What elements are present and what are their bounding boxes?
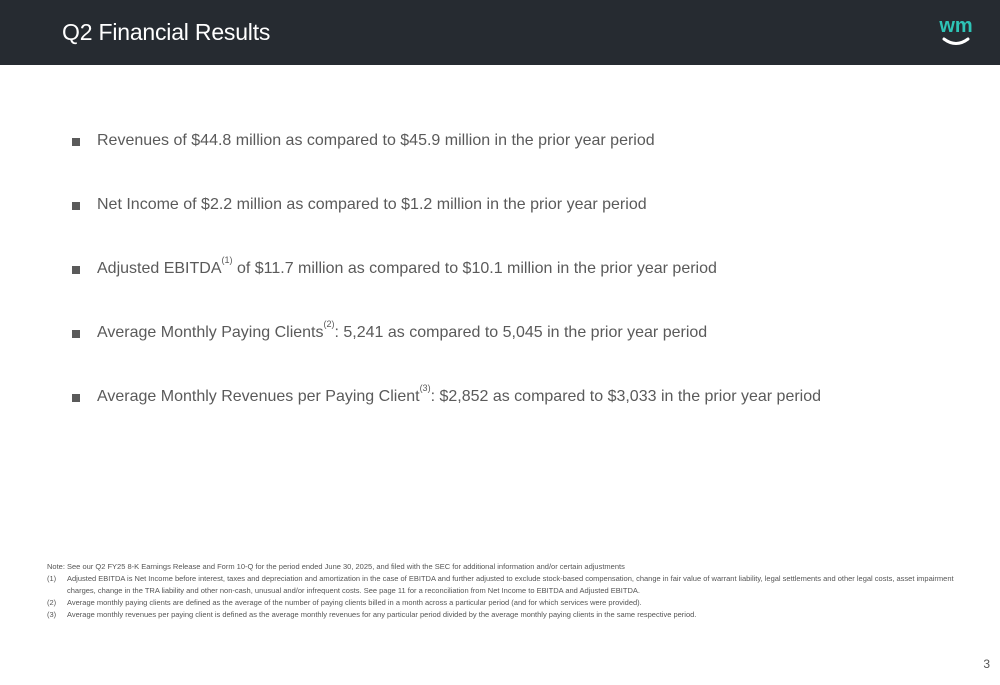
bullet-text: Average Monthly Revenues per Paying Client$^{(3)}$: $2,852 as compared to $3,033 in the prior year period <box>97 382 822 405</box>
bullet-paying-clients <box>72 318 972 387</box>
footnote-note: Note: See our Q2 FY25 8-K Earnings Release and Form 10-Q for the period ended June 30, 2025, and filed with the SEC for additional information and/or certain adjustments <box>47 562 625 571</box>
header-bar <box>0 0 1000 65</box>
bullet-net-income <box>72 195 972 259</box>
bullet-revenues <box>72 131 972 195</box>
footnote-item <box>47 609 967 621</box>
footnote-ref: (1) <box>221 254 233 265</box>
footnote-item <box>47 573 967 597</box>
bullet-text: Average Monthly Paying Clients$^{(2)}$: 5,241 as compared to 5,045 in the prior year period <box>97 318 708 341</box>
page-title: Q2 Financial Results <box>62 19 271 45</box>
footnote-number: (2) <box>47 598 57 607</box>
wm-logo <box>934 14 978 50</box>
bullet-revenue-per-client <box>72 382 972 451</box>
bullet-square-icon <box>72 330 80 338</box>
footnote-text: Average monthly paying clients are defined as the average of the number of paying clients billed in a month across a particular period (and for which services were provided). <box>67 598 642 607</box>
page-number: 3 <box>983 657 990 671</box>
bullet-square-icon <box>72 394 80 402</box>
bullet-text: Adjusted EBITDA$^{(1)}$ of $11.7 million as compared to $10.1 million in the prior year period <box>97 254 717 277</box>
footnote-number: (3) <box>47 610 57 619</box>
bullet-adjusted-ebitda <box>72 254 972 323</box>
footnote-text: Average monthly revenues per paying client is defined as the average monthly revenues for any particular period divided by the average monthly paying clients in the same respective period. <box>67 610 697 619</box>
bullet-text: Net Income of $2.2 million as compared to $1.2 million in the prior year period <box>97 196 647 213</box>
results-bullet-list <box>72 131 972 451</box>
smile-icon <box>944 39 968 44</box>
footnote-text: Adjusted EBITDA is Net Income before interest, taxes and depreciation and amortization in the case of EBITDA and further adjusted to exclude stock-based compensation, change in fair value of warrant liability, legal settlements and other legal costs, asset impairment charges, change in the TRA liability and other non-cash, unusual and/or infrequent costs. See page 11 for a reconciliation from Net Income to EBITDA and Adjusted EBITDA. <box>67 574 954 595</box>
footnote-ref: (2) <box>323 318 335 329</box>
bullet-square-icon <box>72 266 80 274</box>
bullet-square-icon <box>72 202 80 210</box>
footnote-item <box>47 597 967 609</box>
bullet-text: Revenues of $44.8 million as compared to $45.9 million in the prior year period <box>97 132 655 149</box>
footnote-number: (1) <box>47 574 57 583</box>
footnotes <box>47 561 967 621</box>
footnote-ref: (3) <box>419 382 431 393</box>
bullet-square-icon <box>72 138 80 146</box>
logo-text: wm <box>939 15 973 37</box>
